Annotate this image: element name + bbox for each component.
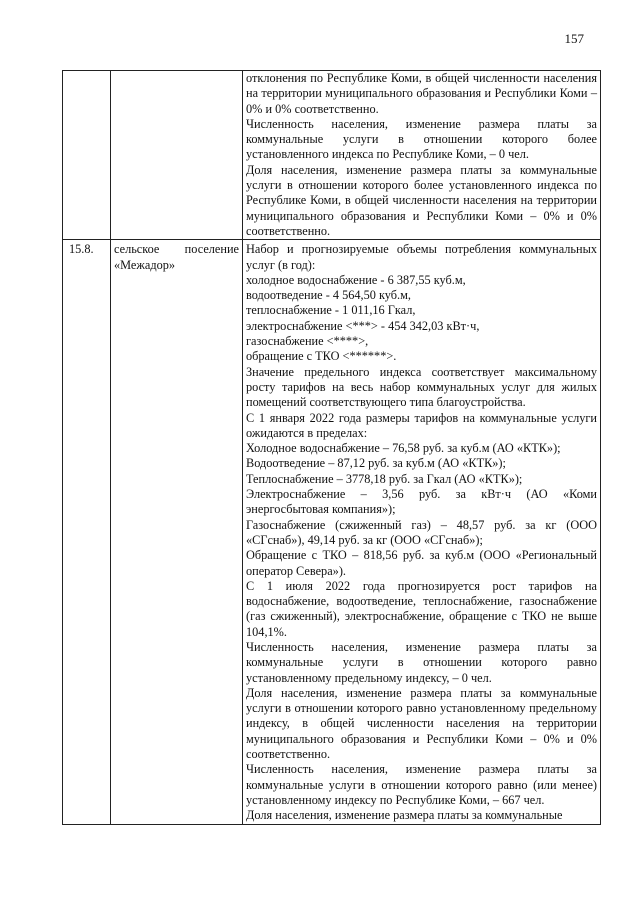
paragraph: Численность населения, изменение размера платы за коммунальные услуги в отношении которого равно (или менее) установленному индексу по Республике Коми, – 667 чел. bbox=[246, 762, 597, 807]
paragraph: Доля населения, изменение размера платы за коммунальные bbox=[246, 808, 563, 823]
description-cell bbox=[243, 240, 601, 824]
paragraph: Доля населения, изменение размера платы за коммунальные услуги в отношении которого равно установленному предельному индексу, в общей численности населения на территории муниципального образования и Республики Коми – 0% и 0% соответственно. bbox=[246, 685, 597, 762]
paragraph: С 1 июля 2022 года прогнозируется рост тарифов на водоснабжение, водоотведение, теплоснабжение, газоснабжение (газ сжиженный), электроснабжение, обращение с ТКО не выше 104,1%. bbox=[246, 578, 597, 639]
paragraph: обращение с ТКО <******>. bbox=[246, 349, 397, 364]
table-row bbox=[63, 240, 601, 824]
settlement-cell: сельское поселение «Межадор» bbox=[111, 240, 243, 824]
paragraph: электроснабжение <***> - 454 342,03 кВт·ч, bbox=[246, 318, 480, 333]
paragraph: Газоснабжение (сжиженный газ) – 48,57 руб. за кг (ООО «СГснаб»), 49,14 руб. за кг (ООО «СГснаб»); bbox=[246, 517, 597, 547]
paragraph: Численность населения, изменение размера платы за коммунальные услуги в отношении которого более установленного индекса по Республике Коми, – 0 чел. bbox=[246, 116, 597, 162]
row-number-cell: 15.8. bbox=[63, 240, 111, 824]
settlement-cell bbox=[111, 71, 243, 240]
description-cell bbox=[243, 71, 601, 240]
paragraph: Значение предельного индекса соответствует максимальному росту тарифов на весь набор коммунальных услуг для жилых помещений соответствующего типа благоустройства. bbox=[246, 364, 597, 410]
paragraph: Доля населения, изменение размера платы за коммунальные услуги в отношении которого более установленного индекса по Республике Коми, в общей численности населения на территории муниципального образования и Республики Коми – 0% и 0% соответственно. bbox=[246, 162, 597, 238]
paragraph: Электроснабжение – 3,56 руб. за кВт·ч (АО «Коми энергосбытовая компания»); bbox=[246, 487, 597, 517]
table-row bbox=[63, 71, 601, 240]
paragraph: газоснабжение <****>, bbox=[246, 334, 369, 349]
paragraph: Численность населения, изменение размера платы за коммунальные услуги в отношении которого равно установленному предельному индексу, – 0 чел. bbox=[246, 639, 597, 685]
page-number: 157 bbox=[564, 31, 584, 46]
paragraph: водоотведение - 4 564,50 куб.м, bbox=[246, 288, 411, 303]
paragraph: Набор и прогнозируемые объемы потребления коммунальных услуг (в год): bbox=[246, 242, 597, 272]
paragraph: С 1 января 2022 года размеры тарифов на коммунальные услуги ожидаются в пределах: bbox=[246, 410, 597, 440]
paragraph: теплоснабжение - 1 011,16 Гкал, bbox=[246, 303, 416, 318]
paragraph: холодное водоснабжение - 6 387,55 куб.м, bbox=[246, 272, 466, 287]
paragraph: Холодное водоснабжение – 76,58 руб. за куб.м (АО «КТК»); bbox=[246, 441, 561, 456]
paragraph: Обращение с ТКО – 818,56 руб. за куб.м (ООО «Региональный оператор Севера»). bbox=[246, 548, 597, 578]
paragraph: отклонения по Республике Коми, в общей численности населения на территории муниципального образования и Республики Коми – 0% и 0% соответственно. bbox=[246, 71, 597, 116]
paragraph: Теплоснабжение – 3778,18 руб. за Гкал (АО «КТК»); bbox=[246, 471, 523, 486]
document-table bbox=[62, 70, 601, 825]
row-number-cell bbox=[63, 71, 111, 240]
paragraph: Водоотведение – 87,12 руб. за куб.м (АО «КТК»); bbox=[246, 456, 506, 471]
